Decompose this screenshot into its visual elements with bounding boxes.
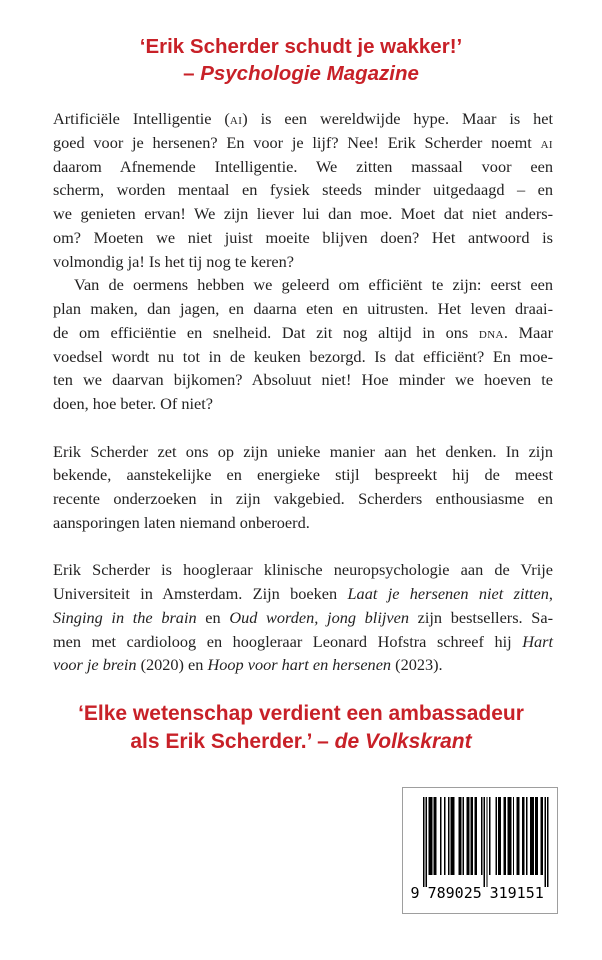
barcode-bar (522, 797, 523, 875)
text-segment: Hoop voor hart en hersenen (207, 655, 392, 675)
text-segment: ten we daarvan bijkomen? Absoluut niet! Hoe minder we hoeven te (53, 370, 553, 390)
body-line (53, 630, 553, 654)
barcode-bar (459, 797, 460, 875)
body-line (53, 273, 553, 297)
text-segment: plan maken, dan jagen, en daarna eten en uitrusten. Het leven draai- (53, 299, 553, 318)
text-segment: (2020) en (136, 655, 208, 675)
barcode-bar (453, 797, 454, 875)
text-segment: zijn bestsellers. Sa- (408, 607, 554, 627)
text-segment: Erik Scherder is hoogleraar klinische neuropsychologie aan de Vrije (53, 560, 553, 580)
barcode-bar (428, 797, 429, 875)
text-segment: om? Moeten we niet juist moeite blijven doen? Het antwoord is (53, 227, 553, 247)
barcode-bar (444, 797, 445, 875)
text-segment: ai (540, 132, 553, 152)
text-segment: bekende, aanstekelijke en energieke stijl bespreekt hij de meest (53, 465, 553, 485)
text-segment: Erik Scherder zet ons op zijn unieke manier aan het denken. In zijn (53, 441, 553, 461)
text-segment: men met cardioloog en hoogleraar Leonard Hofstra schreef hij (53, 631, 523, 651)
text-segment: recente onderzoeken in zijn vakgebied. Scherders enthousiasme en (53, 489, 553, 508)
body-paragraph (53, 107, 553, 273)
barcode-bar (468, 797, 469, 875)
barcode-bar (486, 797, 487, 887)
attribution-source: Psychologie Magazine (200, 62, 419, 85)
barcode-bar (509, 797, 510, 875)
body-line (53, 487, 553, 511)
text-segment: . Maar (503, 322, 553, 342)
top-press-quote-text: ‘Erik Scherder schudt je wakker!’ (139, 35, 463, 58)
barcode-bar (531, 797, 532, 875)
barcode-bar (544, 797, 545, 887)
barcode-bar (481, 797, 482, 875)
text-segment: doen, hoe beter. Of niet? (53, 394, 214, 413)
body-line (53, 606, 553, 630)
barcode-bar (452, 797, 453, 875)
body-line (53, 297, 553, 321)
body-line (53, 392, 553, 416)
barcode-bar (547, 797, 548, 887)
body-line (53, 155, 553, 179)
barcode-box (402, 787, 558, 914)
barcode-bar (526, 797, 527, 875)
text-segment: we genieten ervan! We zijn liever lui dan moe. Moet dat niet anders- (53, 204, 553, 223)
body-line (53, 511, 553, 535)
barcode-bar (498, 797, 499, 875)
barcode-bar (542, 797, 543, 875)
bottom-press-quote (0, 700, 602, 755)
barcode-bar (472, 797, 473, 875)
text-segment: (2023). (391, 655, 443, 675)
barcode-bar (518, 797, 519, 875)
barcode-bar (448, 797, 449, 875)
body-line (53, 582, 553, 606)
text-segment: de om efficiëntie en snelheid. Dat zit nog altijd in ons (53, 322, 479, 342)
barcode-bar (484, 797, 485, 887)
text-segment: Hart (522, 631, 553, 651)
text-segment: Oud worden, jong blijven (229, 607, 409, 627)
barcode-bar (489, 797, 490, 875)
text-segment: Van de oermens hebben we geleerd om efficiënt te zijn: eerst een (74, 275, 553, 295)
barcode-bar (523, 797, 524, 875)
barcode-bar (533, 797, 534, 875)
barcode-bar (426, 797, 427, 887)
body-line (53, 202, 553, 226)
barcode-bar (460, 797, 461, 875)
text-segment: , (548, 584, 553, 603)
bottom-press-quote-line2 (0, 728, 602, 756)
text-segment: Singing in the brain (53, 607, 197, 627)
barcode-bar (517, 797, 518, 875)
barcode-digits: 319151 (489, 884, 544, 901)
bottom-attribution-source: de Volkskrant (334, 729, 472, 753)
body-line (53, 463, 553, 487)
body-paragraph (53, 273, 553, 416)
body-line (53, 250, 553, 274)
barcode-bar (496, 797, 497, 875)
barcode-bar (440, 797, 441, 875)
barcode-bar (535, 797, 536, 875)
top-press-quote-attribution (0, 60, 602, 87)
barcode-bar (500, 797, 501, 875)
barcode-bar (510, 797, 511, 875)
barcode-bar (463, 797, 464, 875)
barcode-digits: 789025 (427, 884, 482, 901)
text-segment: dna (478, 322, 504, 342)
body-line (53, 440, 553, 464)
text-segment: aansporingen laten niemand onberoerd. (53, 512, 310, 532)
bottom-quote-prefix: als Erik Scherder.’ – (130, 729, 329, 753)
barcode-bar (451, 797, 452, 875)
barcode-bar (434, 797, 435, 875)
text-segment: Artificiële Intelligentie ( (53, 109, 230, 128)
barcode-bar (435, 797, 436, 875)
barcode-bar (530, 797, 531, 875)
text-segment: ai (229, 109, 243, 128)
barcode-digits: 9 (410, 884, 420, 901)
barcode-bar (476, 797, 477, 875)
barcode-bar (431, 797, 432, 875)
barcode-bar (537, 797, 538, 875)
text-segment: Universiteit in Amsterdam. Zijn boeken (53, 584, 348, 603)
text-segment: scherm, worden mentaal en fysiek steeds minder uitgedaagd – en (53, 180, 553, 200)
body-paragraph (53, 558, 553, 677)
body-line (53, 226, 553, 250)
text-segment: goed voor je hersenen? En voor je lijf? Nee! Erik Scherder noemt (53, 132, 541, 152)
barcode-bar (471, 797, 472, 875)
text-segment: en (196, 607, 230, 627)
text-segment: voedsel wordt nu tot in de keuken bezorgd. Is dat efficiënt? En moe- (53, 346, 553, 366)
body-line (53, 321, 553, 345)
body-line (53, 653, 553, 677)
body-line (53, 558, 553, 582)
barcode-bar (474, 797, 475, 875)
text-segment: voor je brein (53, 655, 137, 675)
barcode-bar (423, 797, 424, 887)
barcode-bar (504, 797, 505, 875)
barcode-bar (430, 797, 431, 875)
body-line (53, 107, 553, 131)
barcode-bar (540, 797, 541, 875)
body-line (53, 178, 553, 202)
ean13-barcode (409, 797, 551, 901)
barcode-bar (505, 797, 506, 875)
attribution-dash: – (183, 62, 195, 85)
text-segment: volmondig ja! Is het tij nog te keren? (53, 251, 294, 271)
top-press-quote (0, 33, 602, 87)
body-paragraph (53, 440, 553, 535)
text-segment: ) is een wereldwijde hype. Maar is het (242, 109, 554, 128)
body-line (53, 131, 553, 155)
barcode-bar (467, 797, 468, 875)
text-segment: daarom Afnemende Intelligentie. We zitten massaal voor een (53, 156, 553, 176)
body-line (53, 368, 553, 392)
bottom-press-quote-line1: ‘Elke wetenschap verdient een ambassadeur (78, 702, 524, 725)
body-text (53, 107, 553, 677)
barcode-bar (507, 797, 508, 875)
text-segment: Laat je hersenen niet zitten (347, 584, 549, 603)
barcode-bar (513, 797, 514, 875)
body-line (53, 345, 553, 369)
